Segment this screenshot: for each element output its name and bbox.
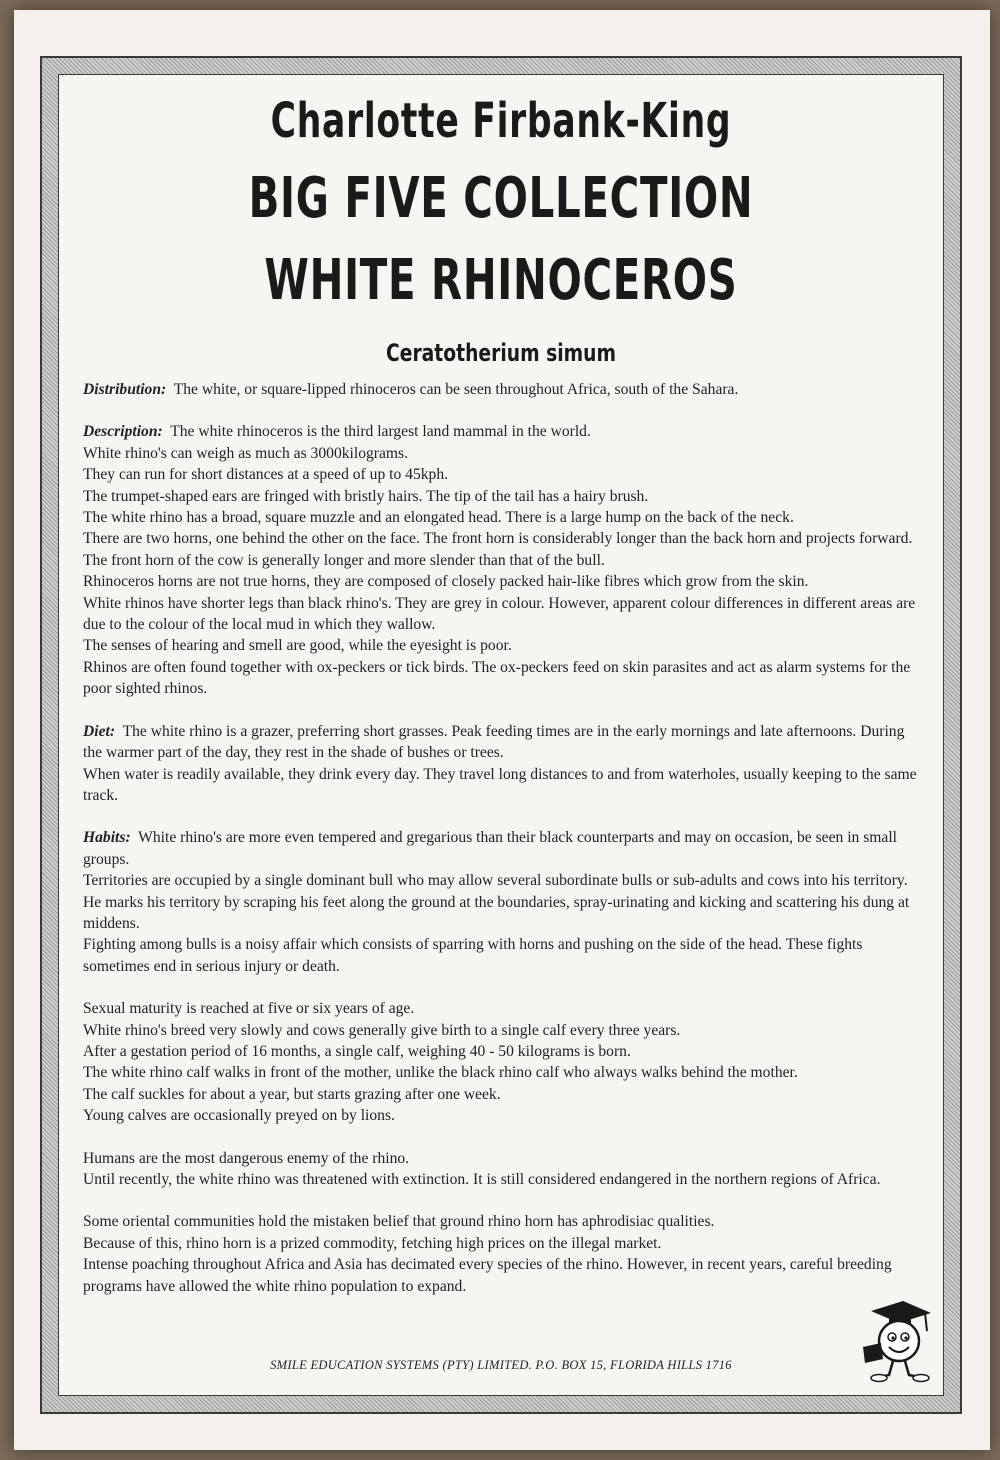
description-line: White rhinos have shorter legs than black rhino's. They are grey in colour. However, apparent colour differences in different areas are due to the colour of the local mud in which they wallow. [83,594,916,634]
document-sheet [14,10,990,1450]
diet-text: The white rhino is a grazer, preferring short grasses. Peak feeding times are in the early mornings and late afternoons. During the warmer part of the day, they rest in the shade of bushes or trees. [83,722,905,762]
habits-line: Territories are occupied by a single dominant bull who may allow several subordinate bulls or sub-adults and cows into his territory. He marks his territory by scraping his feet along the ground at the boundaries, spray-urinating and kicking and scattering his dung at middens. [83,872,910,932]
section-threats [83,1148,919,1191]
description-line: The trumpet-shaped ears are fringed with bristly hairs. The tip of the tail has a hairy brush. [83,487,649,505]
description-line: White rhino's can weigh as much as 3000kilograms. [83,444,409,462]
breeding-line: Sexual maturity is reached at five or six years of age. [83,1000,415,1018]
scientific-name: Ceratotherium simum [386,339,616,367]
description-line: The senses of hearing and smell are good, while the eyesight is poor. [83,637,512,655]
description-line: Rhinoceros horns are not true horns, they are composed of closely packed hair-like fibres which grow from the skin. [83,573,809,591]
habits-line: Fighting among bulls is a noisy affair which consists of sparring with horns and pushing on the side of the head. These fights sometimes end in serious injury or death. [83,936,863,975]
threats-line: Humans are the most dangerous enemy of the rhino. [83,1149,410,1167]
section-diet [83,721,919,807]
description-line: There are two horns, one behind the other on the face. The front horn is considerably longer than the back horn and projects forward. The front horn of the cow is generally longer and more slender than that of the bull. [83,530,913,569]
breeding-line: The white rhino calf walks in front of the mother, unlike the black rhino calf who always walks behind the mother. [83,1064,798,1082]
threats-line: Until recently, the white rhino was threatened with extinction. It is still considered endangered in the northern regions of Africa. [83,1171,881,1188]
habits-label: Habits: [83,829,131,847]
poaching-line: Because of this, rhino horn is a prized commodity, fetching high prices on the illegal market. [83,1234,662,1252]
collection-title: BIG FIVE COLLECTION [248,166,754,231]
publisher-footer: SMILE EDUCATION SYSTEMS (PTY) LIMITED. P.O. BOX 15, FLORIDA HILLS 1716 [270,1358,732,1372]
distribution-text: The white, or square-lipped rhinoceros can be seen throughout Africa, south of the Sahara. [173,381,739,398]
diet-line: When water is readily available, they drink every day. They travel long distances to and from waterholes, usually keeping to the same track. [83,765,917,804]
description-line: Rhinos are often found together with ox-peckers or tick birds. The ox-peckers feed on skin parasites and act as alarm systems for the poor sighted rhinos. [83,658,911,698]
author-title: Charlotte Firbank-King [270,93,732,149]
section-poaching [83,1211,919,1297]
distribution-label: Distribution: [83,381,167,398]
breeding-line: Young calves are occasionally preyed on by lions. [83,1107,395,1125]
poaching-line: Intense poaching throughout Africa and Asia has decimated every species of the rhino. However, in recent years, careful breeding programs have allowed the white rhino population to expand. [83,1256,892,1295]
description-label: Description: [83,423,163,441]
title-block [59,93,943,367]
article-body [83,379,919,1318]
description-text: The white rhinoceros is the third largest land mammal in the world. [170,423,591,441]
decorative-border [40,56,962,1414]
animal-title: WHITE RHINOCEROS [264,248,738,313]
section-description [83,421,919,699]
breeding-line: After a gestation period of 16 months, a single calf, weighing 40 - 50 kilograms is born. [83,1042,631,1060]
poaching-line: Some oriental communities hold the mistaken belief that ground rhino horn has aphrodisiac qualities. [83,1213,715,1231]
description-line: The white rhino has a broad, square muzzle and an elongated head. There is a large hump on the back of the neck. [83,509,794,527]
breeding-line: The calf suckles for about a year, but starts grazing after one week. [83,1085,501,1103]
smiley-graduate-icon [859,1297,935,1383]
description-line: They can run for short distances at a speed of up to 45kph. [83,466,449,484]
breeding-line: White rhino's breed very slowly and cows generally give birth to a single calf every three years. [83,1021,681,1039]
section-breeding [83,998,919,1126]
section-habits [83,827,919,977]
content-panel [58,74,944,1396]
section-distribution [83,379,919,400]
diet-label: Diet: [83,722,116,740]
habits-text: White rhino's are more even tempered and gregarious than their black counterparts and may on occasion, be seen in small groups. [83,829,898,868]
